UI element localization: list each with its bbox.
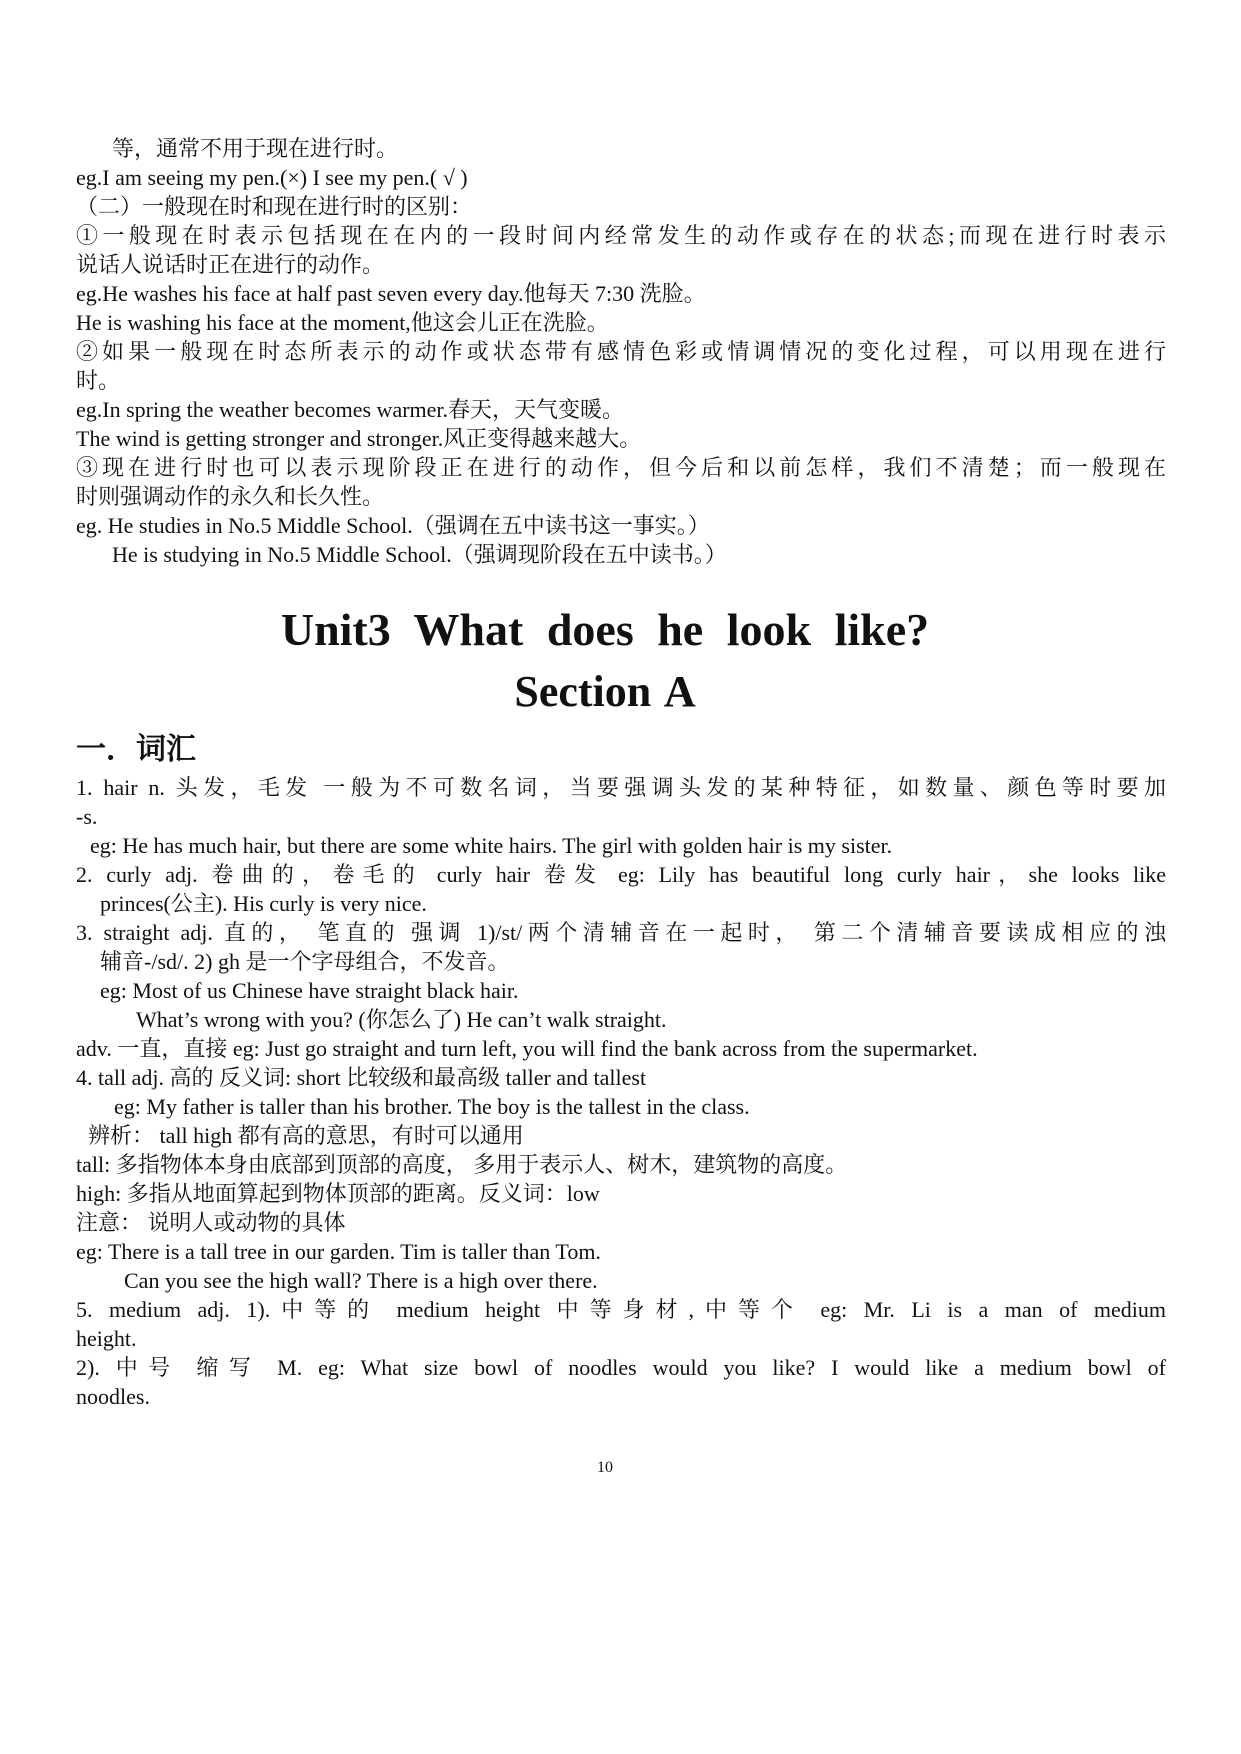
text-line: 4. tall adj. 高的 反义词: short 比较级和最高级 taller and tallest [76, 1065, 647, 1090]
text-line: 3. straight adj. 直的， 笔直的 强调 1)/st/两个清辅音在一起时， 第二个清辅音要读成相应的浊 [76, 920, 1166, 945]
text-line: eg.I am seeing my pen.(×) I see my pen.( √ ) [76, 165, 468, 190]
text-line: princes(公主). His curly is very nice. [100, 891, 427, 916]
text-line: eg: He has much hair, but there are some white hairs. The girl with golden hair is my sister. [90, 833, 893, 858]
text-line: high: 多指从地面算起到物体顶部的距离。反义词：low [76, 1181, 600, 1206]
text-line: ①一般现在时表示包括现在在内的一段时间内经常发生的动作或存在的状态;而现在进行时表示 [76, 223, 1166, 248]
text-line: He is washing his face at the moment,他这会儿正在洗脸。 [76, 310, 609, 335]
text-line: 2). 中号 缩写 M. eg: What size bowl of noodles would you like? I would like a medium bowl of [76, 1355, 1166, 1380]
text-line: 时。 [76, 368, 121, 393]
text-line: 说话人说话时正在进行的动作。 [76, 252, 385, 277]
text-line: eg: My father is taller than his brother. The boy is the tallest in the class. [114, 1094, 750, 1119]
text-line: He is studying in No.5 Middle School.（强调现阶段在五中读书。） [112, 542, 727, 567]
text-line: noodles. [76, 1384, 150, 1409]
text-line: eg. He studies in No.5 Middle School.（强调在五中读书这一事实。） [76, 513, 710, 538]
text-line: ②如果一般现在时态所表示的动作或状态带有感情色彩或情调情况的变化过程，可以用现在进行 [76, 339, 1166, 364]
text-line: eg: Most of us Chinese have straight black hair. [100, 978, 519, 1003]
vocabulary-heading: 一．词汇 [76, 732, 196, 767]
page-number: 10 [597, 1459, 613, 1476]
text-line: adv. 一直，直接 eg: Just go straight and turn left, you will find the bank across from the supermarket. [76, 1036, 978, 1061]
text-line: The wind is getting stronger and stronger.风正变得越来越大。 [76, 426, 642, 451]
unit-title: Unit3 What does he look like? [280, 604, 930, 655]
text-line: 注意： 说明人或动物的具体 [76, 1210, 346, 1235]
text-line: 1. hair n. 头发，毛发 一般为不可数名词，当要强调头发的某种特征，如数量、颜色等时要加 [76, 775, 1166, 800]
text-line: What’s wrong with you? (你怎么了) He can’t walk straight. [136, 1007, 667, 1032]
section-title: Section A [514, 667, 696, 716]
text-line: 等，通常不用于现在进行时。 [112, 136, 399, 161]
text-line: Can you see the high wall? There is a high over there. [124, 1268, 598, 1293]
text-line: eg.In spring the weather becomes warmer.春天，天气变暖。 [76, 397, 625, 422]
text-line: ③现在进行时也可以表示现阶段正在进行的动作，但今后和以前怎样，我们不清楚；而一般现在 [76, 455, 1166, 480]
text-line: tall: 多指物体本身由底部到顶部的高度， 多用于表示人、树木，建筑物的高度。 [76, 1152, 848, 1177]
text-line: -s. [76, 804, 98, 829]
text-line: 时则强调动作的永久和长久性。 [76, 484, 385, 509]
text-line: eg.He washes his face at half past seven every day.他每天 7:30 洗脸。 [76, 281, 706, 306]
text-line: height. [76, 1326, 137, 1351]
text-line: （二）一般现在时和现在进行时的区别： [76, 194, 473, 219]
text-line: eg: There is a tall tree in our garden. Tim is taller than Tom. [76, 1239, 601, 1264]
text-line: 辅音-/sd/. 2) gh 是一个字母组合，不发音。 [100, 949, 510, 974]
text-line: 辨析： tall high 都有高的意思，有时可以通用 [88, 1123, 524, 1148]
text-line: 2. curly adj. 卷曲的，卷毛的 curly hair 卷发 eg: Lily has beautiful long curly hair，she looks like [76, 862, 1166, 887]
text-line: 5. medium adj. 1).中等的 medium height 中等身材,中等个 eg: Mr. Li is a man of medium [76, 1297, 1166, 1322]
